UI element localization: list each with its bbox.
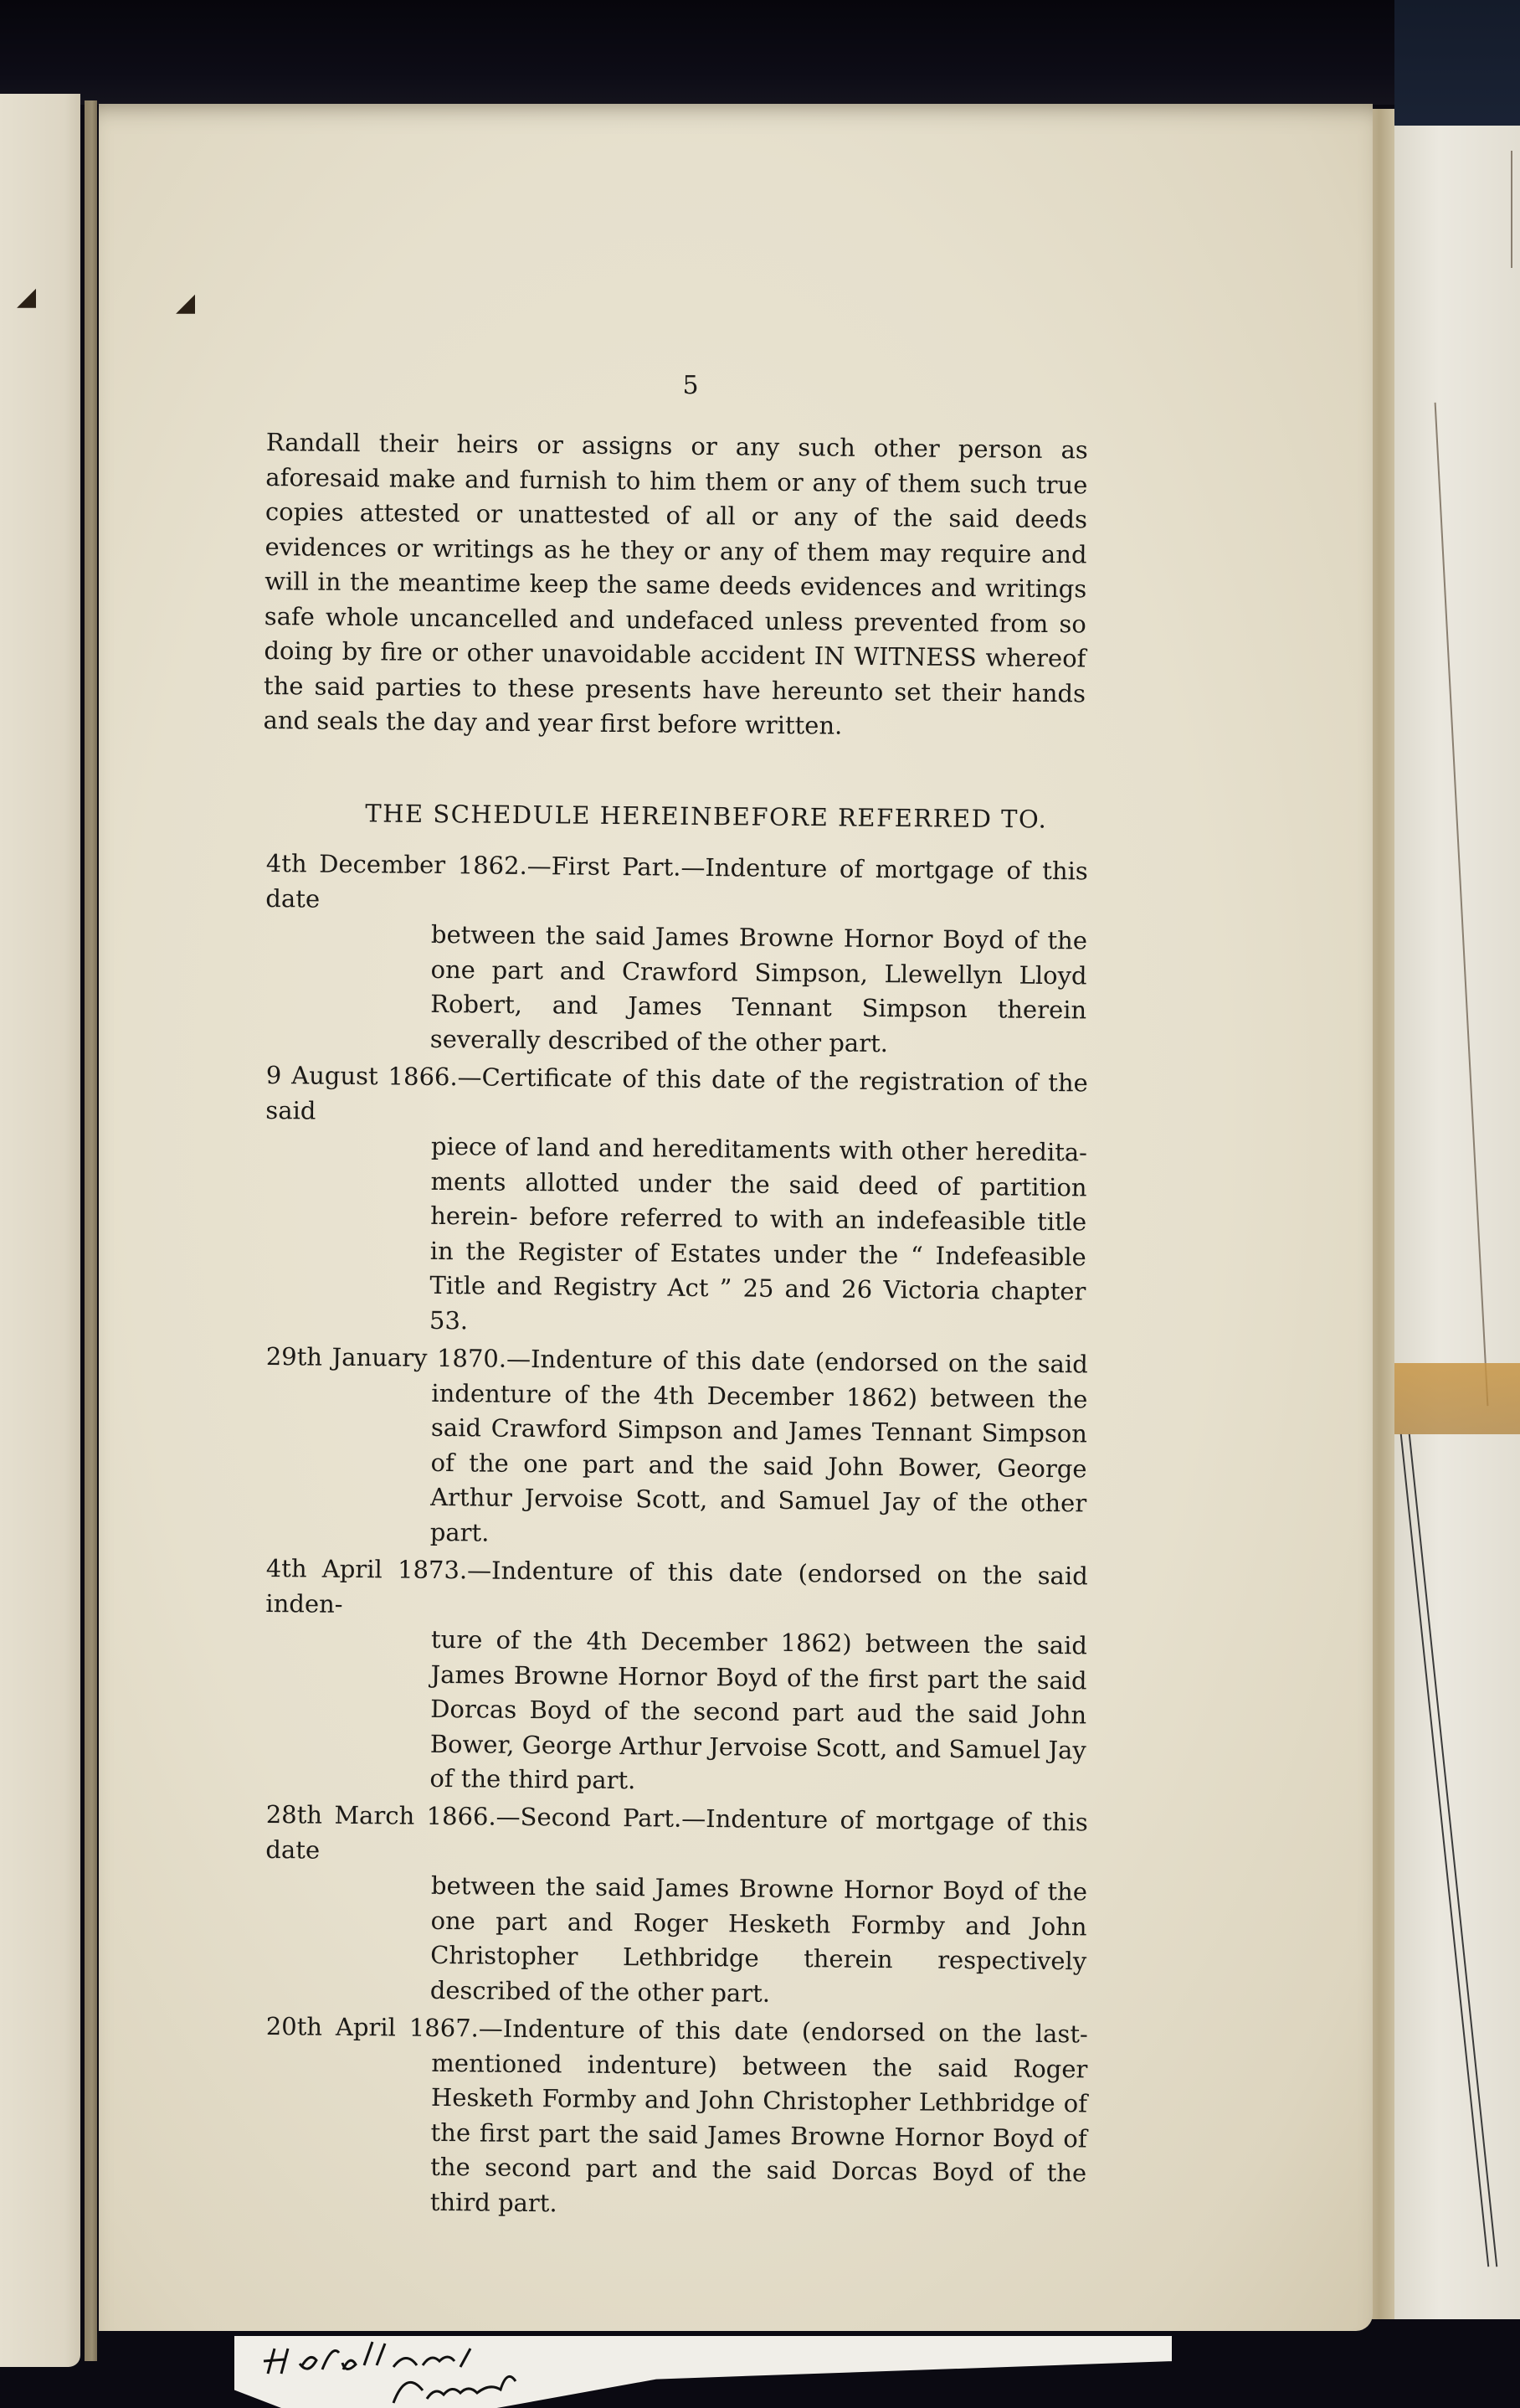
- schedule-entry-first-line: 4th December 1862.—First Part.—Indenture of mortgage of this date: [265, 848, 1088, 913]
- schedule-entry-body: between the said James Browne Hornor Boyd of the one part and Crawford Simpson, Llewellyn Lloyd Robert, and James Tennant Simpson therein severally described of the other part.: [429, 919, 1088, 1057]
- schedule-entry-first-line: 29th January 1870.—Indenture of this date (endorsed on the said: [265, 1341, 1088, 1378]
- underlying-loose-sheets: [1385, 126, 1520, 2319]
- left-facing-page-edge: [0, 94, 80, 2367]
- schedule-entry-body: between the said James Browne Hornor Boyd of the one part and Roger Hesketh Formby and John Christopher Lethbridge therein respectively described of the other part.: [429, 1870, 1088, 2008]
- schedule-entry-first-line: 20th April 1867.—Indenture of this date (endorsed on the last-: [265, 2012, 1088, 2049]
- opening-paragraph: Randall their heirs or assigns or any such other person as aforesaid make and furnish to him them or any of them such true copies attested or unattested of all or any of the said deeds evidences or writings as he they or any of them may require and will in the meantime keep the same deeds evidences and writings safe whole uncancelled and undefaced unless prevented from so doing by fire or other unavoidable accident IN WITNESS whereof the said parties to these presents have hereunto set their hands and seals the day and year first before written.: [263, 427, 1088, 740]
- schedule-entry: [264, 846, 1088, 1063]
- schedule-entry-body: ture of the 4th December 1862) between the said James Browne Hornor Boyd of the first part the said Dorcas Boyd of the second part aud the said John Bower, George Arthur Jervoise Scott, and Samuel Jay of the third part.: [429, 1624, 1088, 1794]
- wormhole-mark: ◢: [17, 282, 37, 311]
- adhesive-tape-strip: [1381, 1363, 1520, 1434]
- ruled-line: [1400, 1434, 1490, 2267]
- wormhole-mark: ◢: [176, 288, 196, 317]
- handwritten-signature: [251, 2340, 720, 2407]
- sheet-edge-line: [1511, 151, 1512, 268]
- schedule-entry-first-line: 28th March 1866.—Second Part.—Indenture of mortgage of this date: [265, 1800, 1088, 1865]
- document-text-block: [263, 368, 1088, 2221]
- schedule-entry-body: mentioned indenture) between the said Roger Hesketh Formby and John Christopher Lethbridge of the first part the said James Browne Hornor Boyd of the second part and the said Dorcas Boyd of the third part.: [429, 2048, 1088, 2217]
- schedule-entry-body: piece of land and hereditaments with other heredita- ments allotted under the said deed of partition herein- before referred to with an indefeasible title in the Register of Estates under the “ Indefeasible Title and Registry Act ” 25 and 26 Victoria chapter 53.: [429, 1131, 1088, 1335]
- dark-backdrop-top: [0, 0, 1520, 105]
- schedule-entry-body: indenture of the 4th December 1862) between the said Crawford Simpson and James Tennant Simpson of the one part and the said John Bower, George Arthur Jervoise Scott, and Samuel Jay of the other part.: [429, 1377, 1088, 1546]
- schedule-entry: [264, 1551, 1088, 1803]
- page-number: 5: [682, 371, 699, 400]
- schedule-entry-first-line: 4th April 1873.—Indenture of this date (endorsed on the said inden-: [265, 1553, 1088, 1618]
- schedule-entry: [264, 1798, 1088, 2014]
- schedule-heading: THE SCHEDULE HEREINBEFORE REFERRED TO.: [365, 799, 1048, 834]
- ruled-line: [1409, 1434, 1498, 2267]
- schedule-entry: [264, 2009, 1088, 2225]
- schedule-entry-first-line: 9 August 1866.—Certificate of this date of the registration of the said: [265, 1060, 1088, 1124]
- sheet-edge-line: [1435, 403, 1489, 1406]
- blue-cloth-backdrop: [1394, 0, 1520, 147]
- schedule-entry: [264, 1058, 1088, 1344]
- schedule-entry: [264, 1340, 1088, 1556]
- book-gutter: [85, 100, 97, 2361]
